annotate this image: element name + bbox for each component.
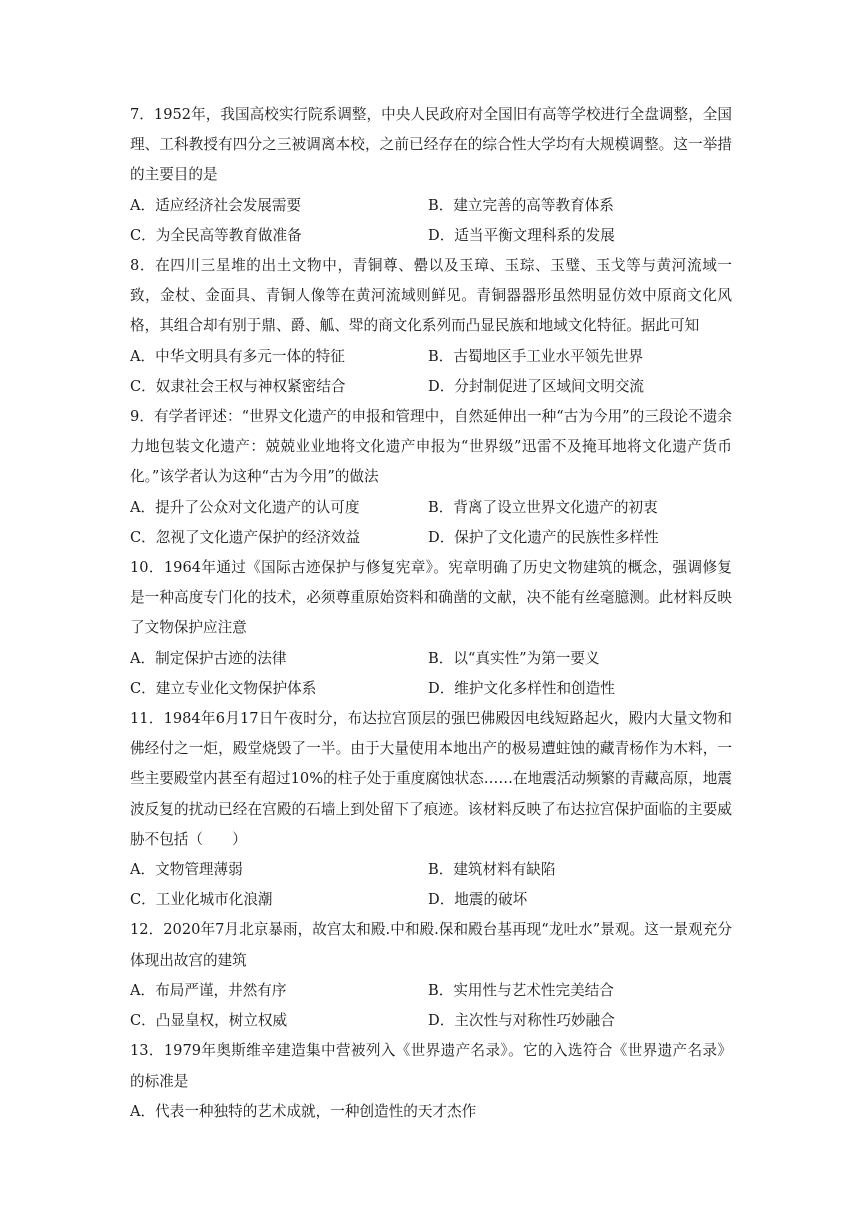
question-stem: 13．1979年奥斯维辛建造集中营被列入《世界遗产名录》。它的入选符合《世界遗产名录》的标准是 xyxy=(130,1042,732,1090)
option-b: B．以“真实性”为第一要义 xyxy=(428,649,600,667)
option-row xyxy=(130,674,732,704)
option-d: D．保护了文化遗产的民族性多样性 xyxy=(428,528,659,546)
option-d: D．维护文化多样性和创造性 xyxy=(428,679,615,697)
option-a: A．提升了公众对文化遗产的认可度 xyxy=(130,498,360,516)
question-stem: 9．有学者评述：“世界文化遗产的申报和管理中，自然延伸出一种“古为今用”的三段论不遗余力地包装文化遗产：兢兢业业地将文化遗产申报为“世界级”迅雷不及掩耳地将文化遗产货币化。”该学者认为这种“古为今用”的做法 xyxy=(130,408,732,486)
option-row xyxy=(130,976,732,1006)
option-c: C．奴隶社会王权与神权紧密结合 xyxy=(130,377,346,395)
option-a: A．中华文明具有多元一体的特征 xyxy=(130,347,345,365)
option-c: C．忽视了文化遗产保护的经济效益 xyxy=(130,528,361,546)
question-stem: 12．2020年7月北京暴雨，故宫太和殿.中和殿.保和殿台基再现“龙吐水”景观。这一景观充分体现出故宫的建筑 xyxy=(130,921,732,969)
option-c: C．为全民高等教育做准备 xyxy=(130,226,302,244)
question-10 xyxy=(130,553,732,704)
question-stem: 11．1984年6月17日午夜时分，布达拉宫顶层的强巴佛殿因电线短路起火，殿内大量文物和佛经付之一炬，殿堂烧毁了一半。由于大量使用本地出产的极易遭蛀蚀的藏青杨作为木料，一些主要殿堂内甚至有超过10%的柱子处于重度腐蚀状态……在地震活动频繁的青藏高原，地震波反复的扰动已经在宫殿的石墙上到处留下了痕迹。该材料反映了布达拉宫保护面临的主要威胁不包括（ ） xyxy=(130,710,732,848)
option-row xyxy=(130,372,732,402)
option-d: D．适当平衡文理科系的发展 xyxy=(428,226,615,244)
option-d: D．地震的破坏 xyxy=(428,891,528,909)
option-row xyxy=(130,644,732,674)
option-row xyxy=(130,342,732,372)
question-8 xyxy=(130,251,732,402)
option-row xyxy=(130,1006,732,1036)
option-row xyxy=(130,1097,732,1127)
option-c: C．凸显皇权，树立权威 xyxy=(130,1012,288,1030)
option-row xyxy=(130,523,732,553)
question-stem: 7．1952年，我国高校实行院系调整，中央人民政府对全国旧有高等学校进行全盘调整，全国理、工科教授有四分之三被调离本校，之前已经存在的综合性大学均有大规模调整。这一举措的主要目的是 xyxy=(130,106,732,184)
option-b: B．背离了设立世界文化遗产的初衷 xyxy=(428,498,658,516)
option-c: C．工业化城市化浪潮 xyxy=(130,891,273,909)
option-b: B．实用性与艺术性完美结合 xyxy=(428,981,614,999)
question-9 xyxy=(130,402,732,553)
question-stem: 8．在四川三星堆的出土文物中，青铜尊、罍以及玉璋、玉琮、玉璧、玉戈等与黄河流域一致，金杖、金面具、青铜人像等在黄河流域则鲜见。青铜器器形虽然明显仿效中原商文化风格，其组合却有别于鼎、爵、觚、斝的商文化系列而凸显民族和地域文化特征。据此可知 xyxy=(130,257,732,335)
question-11 xyxy=(130,704,732,915)
option-c: C．建立专业化文物保护体系 xyxy=(130,679,317,697)
option-b: B．建立完善的高等教育体系 xyxy=(428,196,614,214)
question-13 xyxy=(130,1036,732,1127)
option-row xyxy=(130,885,732,915)
option-b: B．古蜀地区手工业水平领先世界 xyxy=(428,347,644,365)
question-7 xyxy=(130,100,732,251)
option-row xyxy=(130,855,732,885)
option-a: A．代表一种独特的艺术成就，一种创造性的天才杰作 xyxy=(130,1102,477,1120)
option-a: A．适应经济社会发展需要 xyxy=(130,196,302,214)
exam-page xyxy=(130,100,732,1127)
option-a: A．布局严谨，井然有序 xyxy=(130,981,287,999)
option-b: B．建筑材料有缺陷 xyxy=(428,861,556,879)
option-a: A．制定保护古迹的法律 xyxy=(130,649,287,667)
option-row xyxy=(130,493,732,523)
option-row xyxy=(130,191,732,221)
option-row xyxy=(130,221,732,251)
option-d: D．主次性与对称性巧妙融合 xyxy=(428,1012,615,1030)
question-stem: 10．1964年通过《国际古迹保护与修复宪章》。宪章明确了历史文物建筑的概念，强调修复是一种高度专门化的技术，必须尊重原始资料和确凿的文献，决不能有丝毫臆测。此材料反映了文物保护应注意 xyxy=(130,559,732,637)
option-d: D．分封制促进了区域间文明交流 xyxy=(428,377,645,395)
option-a: A．文物管理薄弱 xyxy=(130,861,243,879)
question-12 xyxy=(130,915,732,1036)
